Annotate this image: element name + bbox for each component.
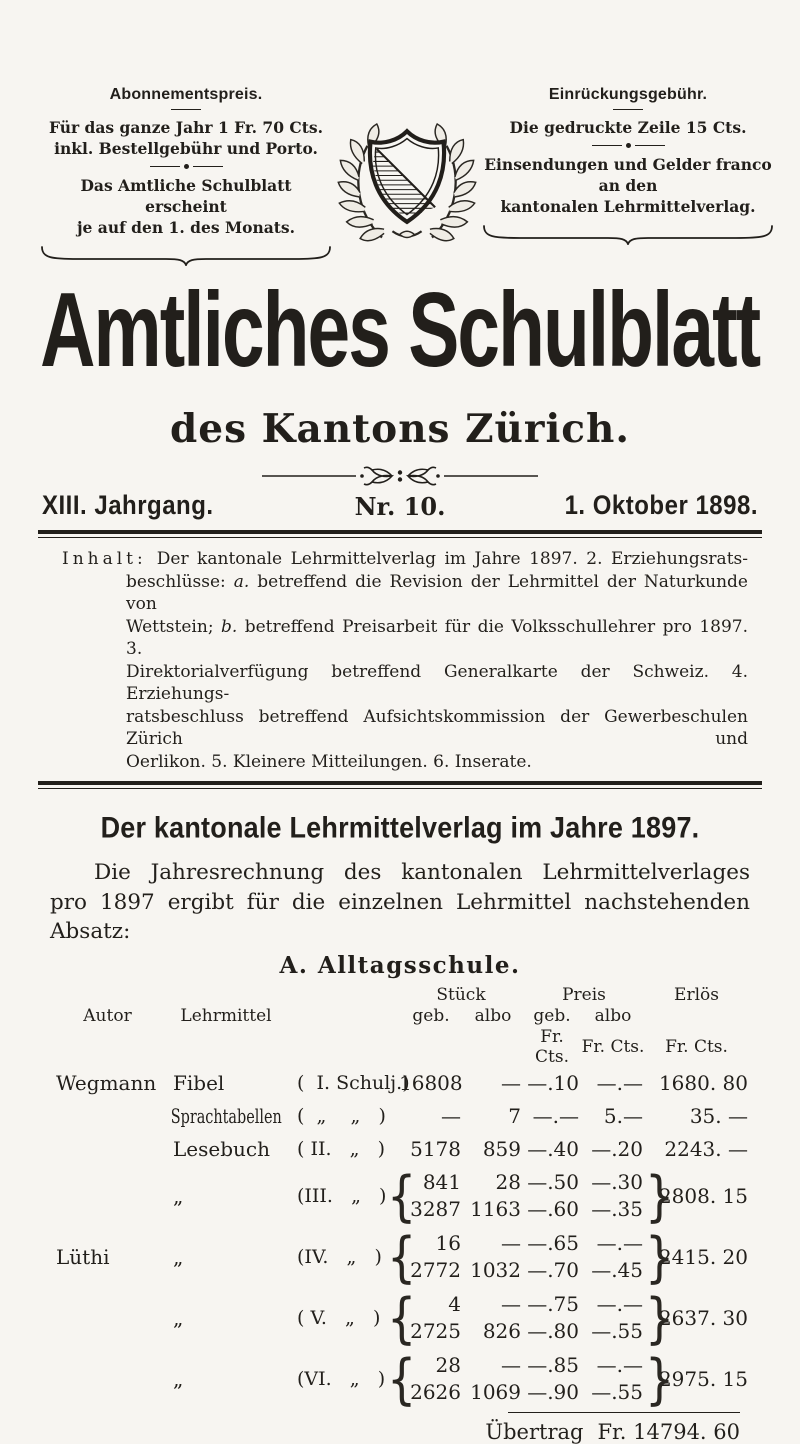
cell-erloes: 2808. 15 (658, 1184, 748, 1208)
issue-number: Nr. 10. (354, 492, 446, 521)
col-group-erloes: Erlös (674, 985, 719, 1005)
issue-line (42, 492, 758, 522)
cell-lehrmittel: Lesebuch (173, 1137, 270, 1161)
brace-open-icon: { (387, 1164, 417, 1228)
uebertrag-rule (508, 1412, 740, 1413)
cell-erloes: 2637. 30 (658, 1306, 748, 1330)
cell-num: 859 (482, 1137, 521, 1161)
cell-num: —.— —.55 (591, 1292, 643, 1343)
cell-autor: Wegmann (56, 1071, 157, 1095)
cell-num: —.40 (527, 1137, 579, 1161)
issue-date: 1. Oktober 1898. (564, 490, 759, 521)
cell-num: 841 3287 (410, 1170, 461, 1221)
insertion-fee-line: kantonalen Lehrmittelverlag. (500, 197, 756, 216)
insertion-fee-title: Einrückungsgebühr. (548, 86, 708, 103)
sales-table (50, 985, 748, 1444)
cell-lehrmittel: Fibel (173, 1071, 225, 1095)
subscription-block (38, 86, 334, 266)
cell-schuljahr: ( II. „ ) (297, 1138, 385, 1160)
col-group-preis: Preis (562, 985, 606, 1005)
col-preis-albo: albo (594, 1006, 632, 1026)
cell-num: — 1032 (470, 1231, 521, 1282)
zurich-coat-of-arms-icon (334, 100, 480, 250)
cell-schuljahr: ( „ „ ) (297, 1105, 386, 1127)
table-row (50, 1133, 748, 1166)
cell-num: —.50 —.60 (527, 1170, 579, 1221)
cell-num: 16 2772 (410, 1231, 461, 1282)
insertion-fee-block (480, 86, 776, 245)
cell-num: 5178 (410, 1137, 461, 1161)
brace-close-icon: } (645, 1164, 675, 1228)
col-stueck-albo: albo (474, 1006, 512, 1026)
cell-autor: Lüthi (56, 1245, 110, 1269)
inhalt-label: Inhalt: (62, 549, 147, 569)
inhalt-line: Inhalt: Der kantonale Lehrmittelverlag im Jahre 1897. 2. Erziehungsrats- (62, 549, 748, 569)
newspaper-title: Amtliches Schulblatt (40, 269, 760, 389)
cell-num: 7 (508, 1104, 521, 1128)
cell-num: — 1069 (470, 1353, 521, 1404)
col-autor: Autor (83, 1006, 132, 1026)
insertion-fee-line: an den (598, 176, 658, 195)
cell-erloes: 35. — (689, 1104, 748, 1128)
uebertrag-line (50, 1420, 740, 1444)
cell-num: —.20 (591, 1137, 643, 1161)
cell-erloes: 2415. 20 (658, 1245, 748, 1269)
article-heading: Der kantonale Lehrmittelverlag im Jahre 1897. (100, 811, 700, 845)
cell-num: —.10 (527, 1071, 579, 1095)
cell-num: — 826 (482, 1292, 521, 1343)
double-rule (38, 530, 762, 538)
cell-lehrmittel: „ (173, 1184, 184, 1208)
insertion-fee-line: Die gedruckte Zeile 15 Cts. (509, 118, 747, 137)
emblem-wrap (334, 100, 480, 250)
short-rule (171, 109, 201, 110)
article-paragraph (50, 858, 750, 947)
uebertrag-label: Übertrag (485, 1419, 584, 1444)
cell-lehrmittel: „ (173, 1306, 184, 1330)
cell-num: — (501, 1071, 521, 1095)
table-header-columns (50, 1006, 748, 1027)
table-row (50, 1288, 748, 1349)
table-row (50, 1067, 748, 1100)
inhalt-line: Direktorialverfügung betreffend Generalkarte der Schweiz. 4. Erziehungs- (126, 661, 748, 704)
col-group-stueck: Stück (436, 985, 486, 1005)
brace-open-icon: { (387, 1347, 417, 1411)
brace-close-icon: } (645, 1225, 675, 1289)
top-header (0, 0, 800, 266)
newspaper-subtitle: des Kantons Zürich. (170, 406, 630, 452)
cell-num: 5.— (603, 1104, 643, 1128)
cell-num: 28 2626 (410, 1353, 461, 1404)
brace-open-icon: { (387, 1225, 417, 1289)
inhalt-lines (52, 548, 748, 773)
cell-num: 4 2725 (410, 1292, 461, 1343)
cell-lehrmittel: Sprachtabellen (170, 1104, 282, 1128)
col-preis-geb: geb. (533, 1006, 571, 1026)
cell-num: —.— —.45 (591, 1231, 643, 1282)
dot-divider-icon (38, 164, 334, 169)
table-row (50, 1166, 748, 1227)
inhalt-line: Wettstein; b. betreffend Preisarbeit für die Volksschullehrer pro 1897. 3. (126, 616, 748, 659)
dot-divider-icon (480, 143, 776, 148)
paragraph-line: Absatz: (50, 919, 131, 944)
unit-fr-cts: Fr. Cts. (581, 1036, 645, 1057)
subscription-line: je auf den 1. des Monats. (76, 218, 296, 237)
issue-volume: XIII. Jahrgang. (42, 490, 214, 521)
cell-num: —.— —.55 (591, 1353, 643, 1404)
cell-num: — (441, 1104, 461, 1128)
double-rule (38, 781, 762, 789)
cell-schuljahr: (IV. „ ) (297, 1246, 382, 1268)
unit-fr-cts: Fr. Cts. (665, 1036, 728, 1057)
cell-schuljahr: (VI. „ ) (297, 1368, 386, 1390)
brace-open-icon: { (387, 1286, 417, 1350)
cell-num: —.— (532, 1104, 579, 1128)
unit-fr-cts: Fr. Cts. (535, 1026, 569, 1067)
inhalt-line: ratsbeschluss betreffend Aufsichtskommission der Gewerbeschulen Zürich und (126, 706, 748, 749)
cell-schuljahr: ( I. Schulj.) (297, 1072, 410, 1094)
col-lehrmittel: Lehrmittel (180, 1006, 272, 1026)
cell-schuljahr: (III. „ ) (297, 1185, 387, 1207)
table-header-groups (50, 985, 748, 1006)
masthead (0, 268, 800, 390)
cell-num: —.— (596, 1071, 643, 1095)
cell-erloes: 1680. 80 (658, 1071, 748, 1095)
insertion-fee-line: Einsendungen und Gelder franco (484, 155, 772, 174)
cell-lehrmittel: „ (173, 1367, 184, 1391)
cell-schuljahr: ( V. „ ) (297, 1307, 381, 1329)
cell-num: 28 1163 (470, 1170, 521, 1221)
cell-num: 16808 (399, 1071, 463, 1095)
table-of-contents (52, 548, 748, 773)
section-heading: A. Alltagsschule. (279, 951, 521, 979)
subscription-title: Abonnementspreis. (109, 86, 263, 103)
inhalt-line: Oerlikon. 5. Kleinere Mitteilungen. 6. Inserate. (126, 751, 532, 772)
table-header-units (50, 1027, 748, 1067)
table-row (50, 1349, 748, 1410)
subscription-line: Für das ganze Jahr 1 Fr. 70 Cts. (48, 118, 324, 137)
cell-num: —.65 —.70 (527, 1231, 579, 1282)
subscription-line: inkl. Bestellgebühr und Porto. (54, 139, 318, 158)
uebertrag-value: Fr. 14794. 60 (597, 1419, 740, 1444)
paragraph-line: pro 1897 ergibt für die einzelnen Lehrmittel nachstehenden (50, 889, 750, 915)
ornament-divider-icon (260, 464, 540, 488)
cell-lehrmittel: „ (173, 1245, 184, 1269)
paragraph-line: Die Jahresrechnung des kantonalen Lehrmittelverlages (94, 860, 750, 885)
brace-close-icon: } (645, 1286, 675, 1350)
under-brace-icon (480, 223, 776, 245)
subscription-line: Das Amtliche Schulblatt erscheint (80, 176, 292, 216)
col-stueck-geb: geb. (412, 1006, 450, 1026)
inhalt-line: beschlüsse: a. betreffend die Revision der Lehrmittel der Naturkunde von (126, 571, 748, 614)
cell-num: —.75 —.80 (527, 1292, 579, 1343)
table-row (50, 1100, 748, 1133)
cell-num: —.85 —.90 (527, 1353, 579, 1404)
short-rule (613, 109, 643, 110)
brace-close-icon: } (645, 1347, 675, 1411)
table-body (50, 1067, 748, 1410)
table-row (50, 1227, 748, 1288)
cell-num: —.30 —.35 (591, 1170, 643, 1221)
under-brace-icon (38, 244, 334, 266)
cell-erloes: 2975. 15 (658, 1367, 748, 1391)
cell-erloes: 2243. — (664, 1137, 748, 1161)
